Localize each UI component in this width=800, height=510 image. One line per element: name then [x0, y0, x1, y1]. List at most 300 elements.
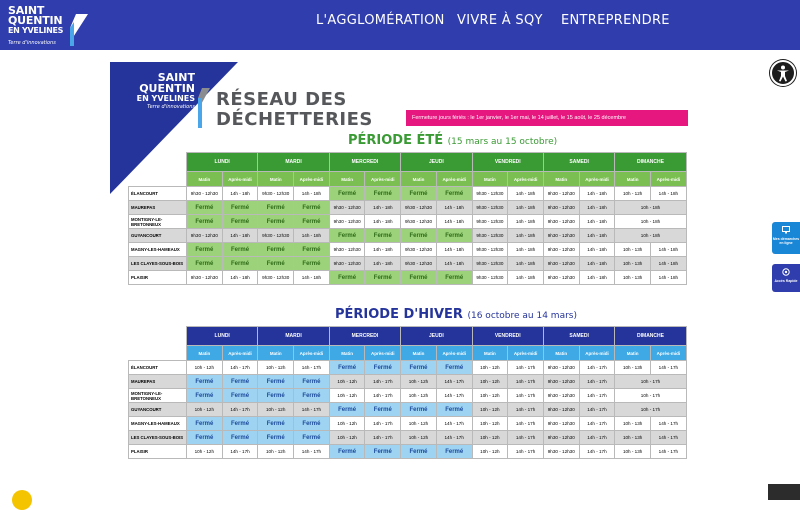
summer-day-header: JEUDI	[401, 153, 472, 172]
hours-cell: 9h30 - 12h30	[187, 271, 223, 285]
hours-cell: 10h - 12h	[472, 403, 508, 417]
winter-table-row	[129, 403, 687, 417]
hours-cell: 10h - 12h	[401, 431, 437, 445]
hours-cell: 10h - 12h	[187, 445, 223, 459]
hours-cell: 14h - 18h	[222, 187, 258, 201]
summer-period-title	[348, 133, 557, 148]
hours-cell: 14h - 17h	[365, 431, 401, 445]
hours-cell: 14h - 17h	[579, 389, 615, 403]
hours-cell: 9h30 - 12h30	[258, 271, 294, 285]
hours-cell: 9h30 - 12h30	[543, 445, 579, 459]
closed-cell: Fermé	[329, 187, 365, 201]
hours-cell: 14h - 17h	[294, 361, 330, 375]
summer-table-row	[129, 243, 687, 257]
winter-period-title	[335, 307, 577, 322]
hours-cell: 9h30 - 12h30	[329, 201, 365, 215]
hours-cell: 14h - 17h	[579, 403, 615, 417]
closed-cell: Fermé	[258, 375, 294, 389]
winter-schedule-table	[128, 326, 687, 459]
hours-cell: 14h - 17h	[222, 361, 258, 375]
closed-cell: Fermé	[258, 431, 294, 445]
closed-cell: Fermé	[329, 271, 365, 285]
target-icon	[782, 268, 790, 276]
hours-cell: 10h - 12h	[329, 417, 365, 431]
summer-schedule-table	[128, 152, 687, 285]
closed-cell: Fermé	[294, 201, 330, 215]
hours-cell: 14h - 17h	[508, 431, 544, 445]
summer-morning-header: Matin	[187, 172, 223, 187]
summer-morning-header: Matin	[401, 172, 437, 187]
winter-day-header: SAMEDI	[543, 327, 614, 346]
public-holidays-closure-banner: Fermeture jours fériés : le 1er janvier, le 1er mai, le 14 juillet, le 15 août, le 25 décembre	[406, 110, 688, 126]
closed-cell: Fermé	[365, 229, 401, 243]
summer-table-row	[129, 257, 687, 271]
hours-cell: 14h - 18h	[651, 187, 687, 201]
logo-line-3: EN YVELINES	[8, 26, 64, 35]
winter-afternoon-header: Après-midi	[365, 346, 401, 361]
hours-cell: 10h - 12h	[258, 403, 294, 417]
closed-cell: Fermé	[329, 445, 365, 459]
hours-cell: 10h - 13h	[615, 243, 651, 257]
winter-morning-header: Matin	[329, 346, 365, 361]
closed-cell: Fermé	[365, 445, 401, 459]
winter-morning-header: Matin	[258, 346, 294, 361]
hours-cell: 14h - 17h	[508, 389, 544, 403]
town-name: PLAISIR	[129, 445, 187, 459]
closed-cell: Fermé	[401, 403, 437, 417]
closed-cell: Fermé	[187, 215, 223, 229]
blank-corner	[129, 172, 187, 187]
hours-cell: 14h - 18h	[222, 229, 258, 243]
hours-cell: 14h - 17h	[508, 445, 544, 459]
hours-cell: 9h30 - 12h30	[329, 243, 365, 257]
winter-period-dates: (16 octobre au 14 mars)	[467, 311, 577, 321]
closed-cell: Fermé	[222, 243, 258, 257]
hours-cell: 14h - 17h	[579, 431, 615, 445]
hours-cell: 10h - 18h	[615, 229, 686, 243]
closed-cell: Fermé	[187, 257, 223, 271]
summer-day-header: DIMANCHE	[615, 153, 686, 172]
hours-cell: 14h - 17h	[222, 403, 258, 417]
closed-cell: Fermé	[294, 431, 330, 445]
hours-cell: 14h - 18h	[436, 201, 472, 215]
summer-table-row	[129, 271, 687, 285]
summer-afternoon-header: Après-midi	[651, 172, 687, 187]
hours-cell: 10h - 12h	[258, 445, 294, 459]
hours-cell: 14h - 18h	[579, 215, 615, 229]
winter-afternoon-header: Après-midi	[579, 346, 615, 361]
summer-day-header: SAMEDI	[543, 153, 614, 172]
hours-cell: 14h - 17h	[436, 375, 472, 389]
hours-cell: 14h - 17h	[579, 375, 615, 389]
hours-cell: 10h - 18h	[615, 201, 686, 215]
closed-cell: Fermé	[365, 271, 401, 285]
hours-cell: 14h - 18h	[508, 201, 544, 215]
closed-cell: Fermé	[401, 229, 437, 243]
summer-morning-header: Matin	[615, 172, 651, 187]
logo-tagline: Terre d'innovations	[8, 40, 56, 46]
town-name: ÉLANCOURT	[129, 361, 187, 375]
closed-cell: Fermé	[187, 417, 223, 431]
hours-cell: 10h - 17h	[615, 375, 686, 389]
hours-cell: 10h - 12h	[615, 187, 651, 201]
town-name: GUYANCOURT	[129, 229, 187, 243]
closed-cell: Fermé	[222, 257, 258, 271]
logo-mark-icon	[60, 12, 90, 48]
closed-cell: Fermé	[365, 361, 401, 375]
hours-cell: 14h - 17h	[222, 445, 258, 459]
hours-cell: 14h - 17h	[365, 389, 401, 403]
poster-title-line-1: RÉSEAU DES	[216, 89, 347, 110]
hours-cell: 10h - 13h	[615, 271, 651, 285]
hours-cell: 14h - 18h	[651, 271, 687, 285]
blank-corner	[129, 346, 187, 361]
hours-cell: 9h30 - 12h30	[472, 243, 508, 257]
closed-cell: Fermé	[222, 389, 258, 403]
hours-cell: 14h - 17h	[579, 445, 615, 459]
summer-day-header: VENDREDI	[472, 153, 543, 172]
hours-cell: 9h30 - 12h30	[472, 271, 508, 285]
hours-cell: 14h - 18h	[508, 257, 544, 271]
closed-cell: Fermé	[258, 215, 294, 229]
hours-cell: 10h - 12h	[401, 375, 437, 389]
winter-table-row	[129, 445, 687, 459]
winter-table-row	[129, 361, 687, 375]
hours-cell: 10h - 12h	[258, 361, 294, 375]
winter-afternoon-header: Après-midi	[222, 346, 258, 361]
hours-cell: 10h - 17h	[615, 403, 686, 417]
summer-table-row	[129, 201, 687, 215]
closed-cell: Fermé	[187, 389, 223, 403]
hours-cell: 9h30 - 12h30	[401, 215, 437, 229]
closed-cell: Fermé	[222, 431, 258, 445]
hours-cell: 10h - 13h	[615, 445, 651, 459]
closed-cell: Fermé	[187, 375, 223, 389]
hours-cell: 9h30 - 12h30	[329, 257, 365, 271]
hours-cell: 14h - 18h	[508, 243, 544, 257]
hours-cell: 14h - 17h	[651, 417, 687, 431]
hours-cell: 14h - 18h	[294, 229, 330, 243]
hours-cell: 10h - 12h	[472, 375, 508, 389]
hours-cell: 14h - 18h	[365, 201, 401, 215]
winter-morning-header: Matin	[472, 346, 508, 361]
hours-cell: 9h30 - 12h30	[187, 229, 223, 243]
summer-day-header: MERCREDI	[329, 153, 400, 172]
winter-period-label: PÉRIODE D'HIVER	[335, 307, 463, 322]
hours-cell: 9h30 - 12h30	[543, 243, 579, 257]
hours-cell: 14h - 18h	[508, 187, 544, 201]
hours-cell: 14h - 18h	[508, 215, 544, 229]
closed-cell: Fermé	[294, 417, 330, 431]
closed-cell: Fermé	[258, 243, 294, 257]
hours-cell: 9h30 - 12h30	[543, 361, 579, 375]
hours-cell: 9h30 - 12h30	[329, 215, 365, 229]
chat-bubble-button[interactable]	[12, 490, 32, 510]
winter-day-header: DIMANCHE	[615, 327, 686, 346]
hours-cell: 14h - 17h	[579, 417, 615, 431]
hours-cell: 10h - 12h	[472, 361, 508, 375]
nav-entreprendre[interactable]: ENTREPRENDRE	[561, 13, 670, 28]
hours-cell: 14h - 18h	[651, 243, 687, 257]
hours-cell: 10h - 12h	[472, 389, 508, 403]
hours-cell: 9h30 - 12h30	[472, 201, 508, 215]
winter-afternoon-header: Après-midi	[508, 346, 544, 361]
hours-cell: 14h - 17h	[365, 417, 401, 431]
monitor-icon	[782, 226, 790, 234]
winter-day-header: VENDREDI	[472, 327, 543, 346]
hours-cell: 14h - 18h	[579, 187, 615, 201]
poster-logo-line-1: SAINT	[157, 71, 195, 84]
side-tab-acces-rapide-label: Accès Rapide	[774, 279, 798, 283]
hours-cell: 14h - 17h	[436, 417, 472, 431]
hours-cell: 14h - 18h	[508, 271, 544, 285]
closed-cell: Fermé	[401, 187, 437, 201]
town-name: MAUREPAS	[129, 201, 187, 215]
hours-cell: 9h30 - 12h30	[401, 243, 437, 257]
closed-cell: Fermé	[294, 215, 330, 229]
closed-cell: Fermé	[222, 417, 258, 431]
winter-morning-header: Matin	[187, 346, 223, 361]
hours-cell: 9h30 - 12h30	[472, 229, 508, 243]
winter-morning-header: Matin	[543, 346, 579, 361]
poster-logo	[115, 72, 195, 111]
hours-cell: 10h - 12h	[329, 389, 365, 403]
closed-cell: Fermé	[401, 445, 437, 459]
summer-morning-header: Matin	[258, 172, 294, 187]
closed-cell: Fermé	[436, 271, 472, 285]
closed-cell: Fermé	[436, 445, 472, 459]
hours-cell: 14h - 17h	[365, 375, 401, 389]
hours-cell: 14h - 17h	[508, 361, 544, 375]
winter-table-row	[129, 389, 687, 403]
poster-logo-tagline: Terre d'innovations	[147, 104, 195, 110]
summer-period-dates: (15 mars au 15 octobre)	[447, 137, 558, 147]
hours-cell: 9h30 - 12h30	[472, 257, 508, 271]
hours-cell: 14h - 17h	[651, 361, 687, 375]
accessibility-button[interactable]	[770, 60, 796, 86]
hours-cell: 9h30 - 12h30	[543, 271, 579, 285]
hours-cell: 9h30 - 12h30	[543, 431, 579, 445]
hours-cell: 9h30 - 12h30	[401, 257, 437, 271]
closed-cell: Fermé	[365, 403, 401, 417]
hours-cell: 9h30 - 12h30	[543, 187, 579, 201]
hours-cell: 9h30 - 12h30	[258, 187, 294, 201]
summer-afternoon-header: Après-midi	[365, 172, 401, 187]
hours-cell: 14h - 18h	[436, 257, 472, 271]
hours-cell: 10h - 12h	[187, 403, 223, 417]
closed-cell: Fermé	[436, 361, 472, 375]
summer-afternoon-header: Après-midi	[436, 172, 472, 187]
hours-cell: 14h - 18h	[365, 215, 401, 229]
hours-cell: 10h - 13h	[615, 257, 651, 271]
closed-cell: Fermé	[258, 201, 294, 215]
town-name: GUYANCOURT	[129, 403, 187, 417]
summer-afternoon-header: Après-midi	[294, 172, 330, 187]
side-tab-acces-rapide[interactable]	[772, 264, 800, 292]
hours-cell: 10h - 12h	[472, 417, 508, 431]
winter-day-header: MARDI	[258, 327, 329, 346]
closed-cell: Fermé	[436, 403, 472, 417]
hours-cell: 10h - 13h	[615, 431, 651, 445]
poster-title-line-2: DÉCHETTERIES	[216, 109, 373, 130]
town-name: MONTIGNY-LE-BRETONNEUX	[129, 389, 187, 403]
hours-cell: 9h30 - 12h30	[543, 389, 579, 403]
nav-agglomeration[interactable]: L'AGGLOMÉRATION	[316, 13, 445, 28]
summer-morning-header: Matin	[472, 172, 508, 187]
winter-table-row	[129, 417, 687, 431]
summer-afternoon-header: Après-midi	[222, 172, 258, 187]
accessibility-icon	[772, 62, 794, 84]
nav-vivre-a-sqy[interactable]: VIVRE À SQY	[457, 13, 543, 28]
dechetteries-schedule-poster	[110, 62, 688, 465]
closed-cell: Fermé	[222, 201, 258, 215]
logo-line-2: QUENTIN	[8, 14, 63, 27]
summer-day-header: LUNDI	[187, 153, 258, 172]
poster-logo-line-2: QUENTIN	[139, 82, 195, 95]
hours-cell: 14h - 17h	[579, 361, 615, 375]
closed-cell: Fermé	[187, 201, 223, 215]
summer-day-header: MARDI	[258, 153, 329, 172]
winter-morning-header: Matin	[401, 346, 437, 361]
summer-morning-header: Matin	[543, 172, 579, 187]
hours-cell: 9h30 - 12h30	[401, 201, 437, 215]
summer-table-row	[129, 215, 687, 229]
hours-cell: 14h - 17h	[508, 417, 544, 431]
winter-day-header: LUNDI	[187, 327, 258, 346]
closed-cell: Fermé	[187, 431, 223, 445]
hours-cell: 9h30 - 12h30	[187, 187, 223, 201]
town-name: ÉLANCOURT	[129, 187, 187, 201]
side-tab-demarches[interactable]	[772, 222, 800, 254]
hours-cell: 14h - 18h	[294, 187, 330, 201]
hours-cell: 14h - 17h	[294, 403, 330, 417]
hours-cell: 14h - 18h	[436, 215, 472, 229]
winter-day-header: MERCREDI	[329, 327, 400, 346]
hours-cell: 14h - 18h	[365, 243, 401, 257]
blank-corner	[129, 327, 187, 346]
hours-cell: 14h - 17h	[508, 403, 544, 417]
hours-cell: 14h - 17h	[436, 431, 472, 445]
poster-title	[216, 90, 373, 130]
town-name: MAGNY-LES-HAMEAUX	[129, 417, 187, 431]
closed-cell: Fermé	[222, 375, 258, 389]
hours-cell: 14h - 18h	[508, 229, 544, 243]
hours-cell: 14h - 17h	[651, 431, 687, 445]
hours-cell: 14h - 18h	[579, 201, 615, 215]
corner-thumbnail	[768, 484, 800, 500]
hours-cell: 9h30 - 12h30	[472, 187, 508, 201]
top-navigation-bar	[0, 0, 800, 50]
hours-cell: 14h - 18h	[579, 257, 615, 271]
hours-cell: 14h - 18h	[651, 257, 687, 271]
hours-cell: 14h - 18h	[294, 271, 330, 285]
hours-cell: 10h - 12h	[329, 431, 365, 445]
summer-morning-header: Matin	[329, 172, 365, 187]
closed-cell: Fermé	[294, 375, 330, 389]
town-name: MAUREPAS	[129, 375, 187, 389]
town-name: LES CLAYES-SOUS-BOIS	[129, 257, 187, 271]
closed-cell: Fermé	[258, 389, 294, 403]
hours-cell: 10h - 12h	[401, 417, 437, 431]
hours-cell: 10h - 12h	[472, 431, 508, 445]
hours-cell: 9h30 - 12h30	[543, 375, 579, 389]
hours-cell: 9h30 - 12h30	[543, 201, 579, 215]
winter-table-row	[129, 431, 687, 445]
side-tab-demarches-label: Mes démarches en ligne	[772, 237, 800, 245]
hours-cell: 14h - 18h	[579, 229, 615, 243]
hours-cell: 14h - 18h	[365, 257, 401, 271]
closed-cell: Fermé	[401, 271, 437, 285]
town-name: LES CLAYES-SOUS-BOIS	[129, 431, 187, 445]
closed-cell: Fermé	[294, 257, 330, 271]
closed-cell: Fermé	[294, 243, 330, 257]
hours-cell: 10h - 17h	[615, 389, 686, 403]
summer-afternoon-header: Après-midi	[508, 172, 544, 187]
winter-table-row	[129, 375, 687, 389]
hours-cell: 9h30 - 12h30	[258, 229, 294, 243]
hours-cell: 14h - 18h	[579, 243, 615, 257]
closed-cell: Fermé	[401, 361, 437, 375]
hours-cell: 10h - 13h	[615, 361, 651, 375]
closed-cell: Fermé	[294, 389, 330, 403]
closed-cell: Fermé	[329, 361, 365, 375]
winter-afternoon-header: Après-midi	[436, 346, 472, 361]
logo-line-1: SAINT	[8, 4, 45, 17]
poster-logo-line-3: EN YVELINES	[136, 94, 195, 103]
closed-cell: Fermé	[258, 417, 294, 431]
hours-cell: 14h - 18h	[222, 271, 258, 285]
closed-cell: Fermé	[329, 403, 365, 417]
hours-cell: 9h30 - 12h30	[543, 417, 579, 431]
hours-cell: 10h - 12h	[329, 375, 365, 389]
closed-cell: Fermé	[436, 229, 472, 243]
hours-cell: 14h - 18h	[579, 271, 615, 285]
town-name: MONTIGNY-LE-BRETONNEUX	[129, 215, 187, 229]
hours-cell: 14h - 17h	[508, 375, 544, 389]
hours-cell: 9h30 - 12h30	[472, 215, 508, 229]
closed-cell: Fermé	[436, 187, 472, 201]
hours-cell: 10h - 12h	[187, 361, 223, 375]
summer-period-label: PÉRIODE ÉTÉ	[348, 133, 444, 148]
winter-afternoon-header: Après-midi	[651, 346, 687, 361]
closed-cell: Fermé	[258, 257, 294, 271]
winter-day-header: JEUDI	[401, 327, 472, 346]
town-name: MAGNY-LES-HAMEAUX	[129, 243, 187, 257]
summer-table-row	[129, 187, 687, 201]
closed-cell: Fermé	[187, 243, 223, 257]
hours-cell: 9h30 - 12h30	[543, 229, 579, 243]
hours-cell: 14h - 17h	[436, 389, 472, 403]
hours-cell: 10h - 13h	[615, 417, 651, 431]
site-logo[interactable]	[8, 6, 63, 48]
summer-table-row	[129, 229, 687, 243]
hours-cell: 14h - 18h	[436, 243, 472, 257]
winter-morning-header: Matin	[615, 346, 651, 361]
hours-cell: 14h - 17h	[294, 445, 330, 459]
poster-logo-mark-icon	[192, 86, 212, 130]
hours-cell: 9h30 - 12h30	[543, 403, 579, 417]
hours-cell: 10h - 12h	[472, 445, 508, 459]
blank-corner	[129, 153, 187, 172]
summer-afternoon-header: Après-midi	[579, 172, 615, 187]
closed-cell: Fermé	[329, 229, 365, 243]
winter-afternoon-header: Après-midi	[294, 346, 330, 361]
closed-cell: Fermé	[365, 187, 401, 201]
hours-cell: 10h - 18h	[615, 215, 686, 229]
hours-cell: 9h30 - 12h30	[543, 257, 579, 271]
hours-cell: 10h - 12h	[401, 389, 437, 403]
closed-cell: Fermé	[222, 215, 258, 229]
